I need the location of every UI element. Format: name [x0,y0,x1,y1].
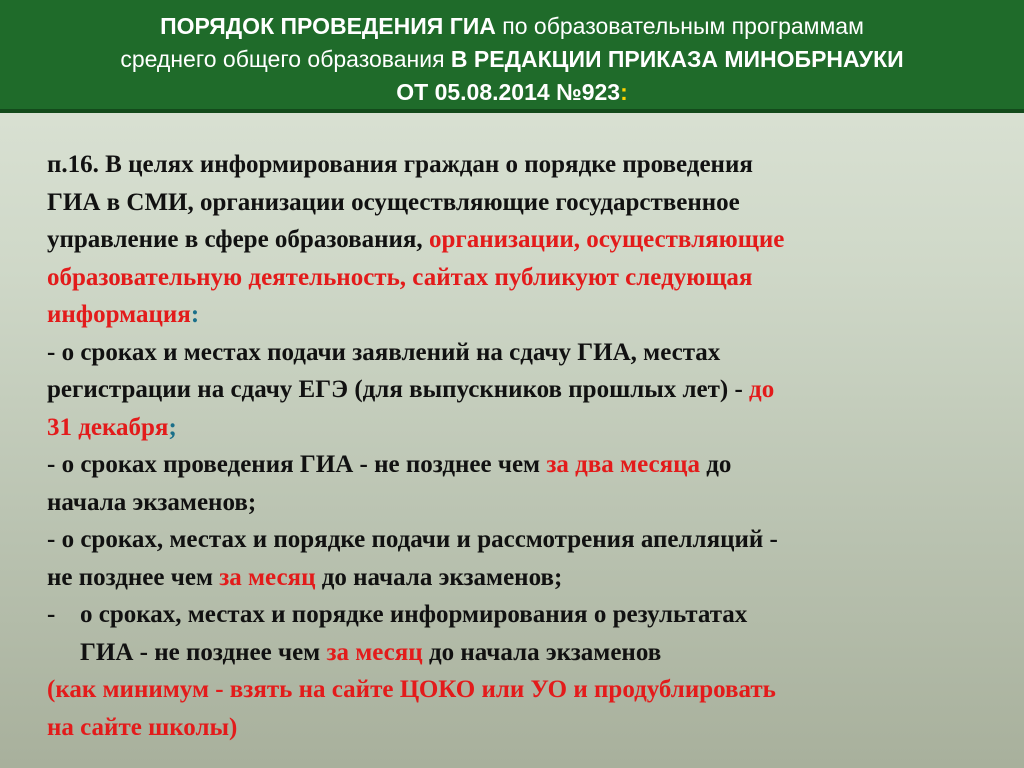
text-span: - о сроках проведения ГИА - не позднее чем [47,451,547,478]
list-item-text [47,371,987,409]
deadline-text: за месяц [219,563,316,591]
text-span: ГИА - не позднее чем [80,638,327,666]
text-span: управление в сфере образования, [47,226,429,253]
title-emphasis: В РЕДАКЦИИ ПРИКАЗА МИНОБРНАУКИ [450,46,904,72]
paragraph-line: ГИА в СМИ, организации осуществляющие государственное [47,188,740,216]
list-item-text [47,446,987,484]
paragraph-line [47,296,987,334]
deadline-text: за два месяца [546,451,700,478]
title-text: по образовательным программам [495,13,864,39]
highlight-text: информация [47,301,191,328]
title-line-2 [0,43,1024,76]
deadline-line [47,409,987,447]
bullet-dash: - [47,601,56,628]
paragraph-line [47,559,987,597]
slide-title [0,0,1024,113]
text-span: ; [168,413,177,441]
title-colon: : [620,79,628,105]
list-item-text: - о сроках и местах подачи заявлений на сдачу ГИА, местах [47,338,721,366]
title-emphasis: ПОРЯДОК ПРОВЕДЕНИЯ ГИА [160,13,496,39]
deadline-text: за месяц [326,638,423,666]
note-line: (как минимум - взять на сайте ЦОКО или УО и продублировать [47,676,776,703]
list-item-text: - о сроках, местах и порядке подачи и рассмотрения апелляций - [47,526,778,553]
note-line: на сайте школы) [47,713,238,741]
text-span: до [700,451,732,478]
text-span: регистрации на сдачу ЕГЭ (для выпускников прошлых лет) - [47,376,750,403]
deadline-text: 31 декабря [47,413,169,441]
title-line-3 [0,76,1024,109]
paragraph-line: п.16. В целях информирования граждан о порядке проведения [47,151,753,178]
text-span: не позднее чем [47,563,220,591]
order-number: ОТ 05.08.2014 №923 [396,79,621,105]
title-text: среднего общего образования [120,46,451,72]
highlight-line: образовательную деятельность, сайтах публикуют следующая [47,263,753,291]
list-item-text [47,596,987,634]
text-span: о сроках, местах и порядке информирования о результатах [80,601,748,628]
highlight-text: до [749,376,775,403]
text-span: до начала экзаменов; [315,563,563,591]
text-span: : [190,301,200,328]
title-line-1 [0,10,1024,43]
slide-body [47,146,987,746]
paragraph-line [47,634,987,672]
text-span: до начала экзаменов [422,638,662,666]
highlight-text: организации, осуществляющие [428,226,785,253]
paragraph-line: начала экзаменов; [47,488,257,516]
paragraph-line [47,221,987,259]
